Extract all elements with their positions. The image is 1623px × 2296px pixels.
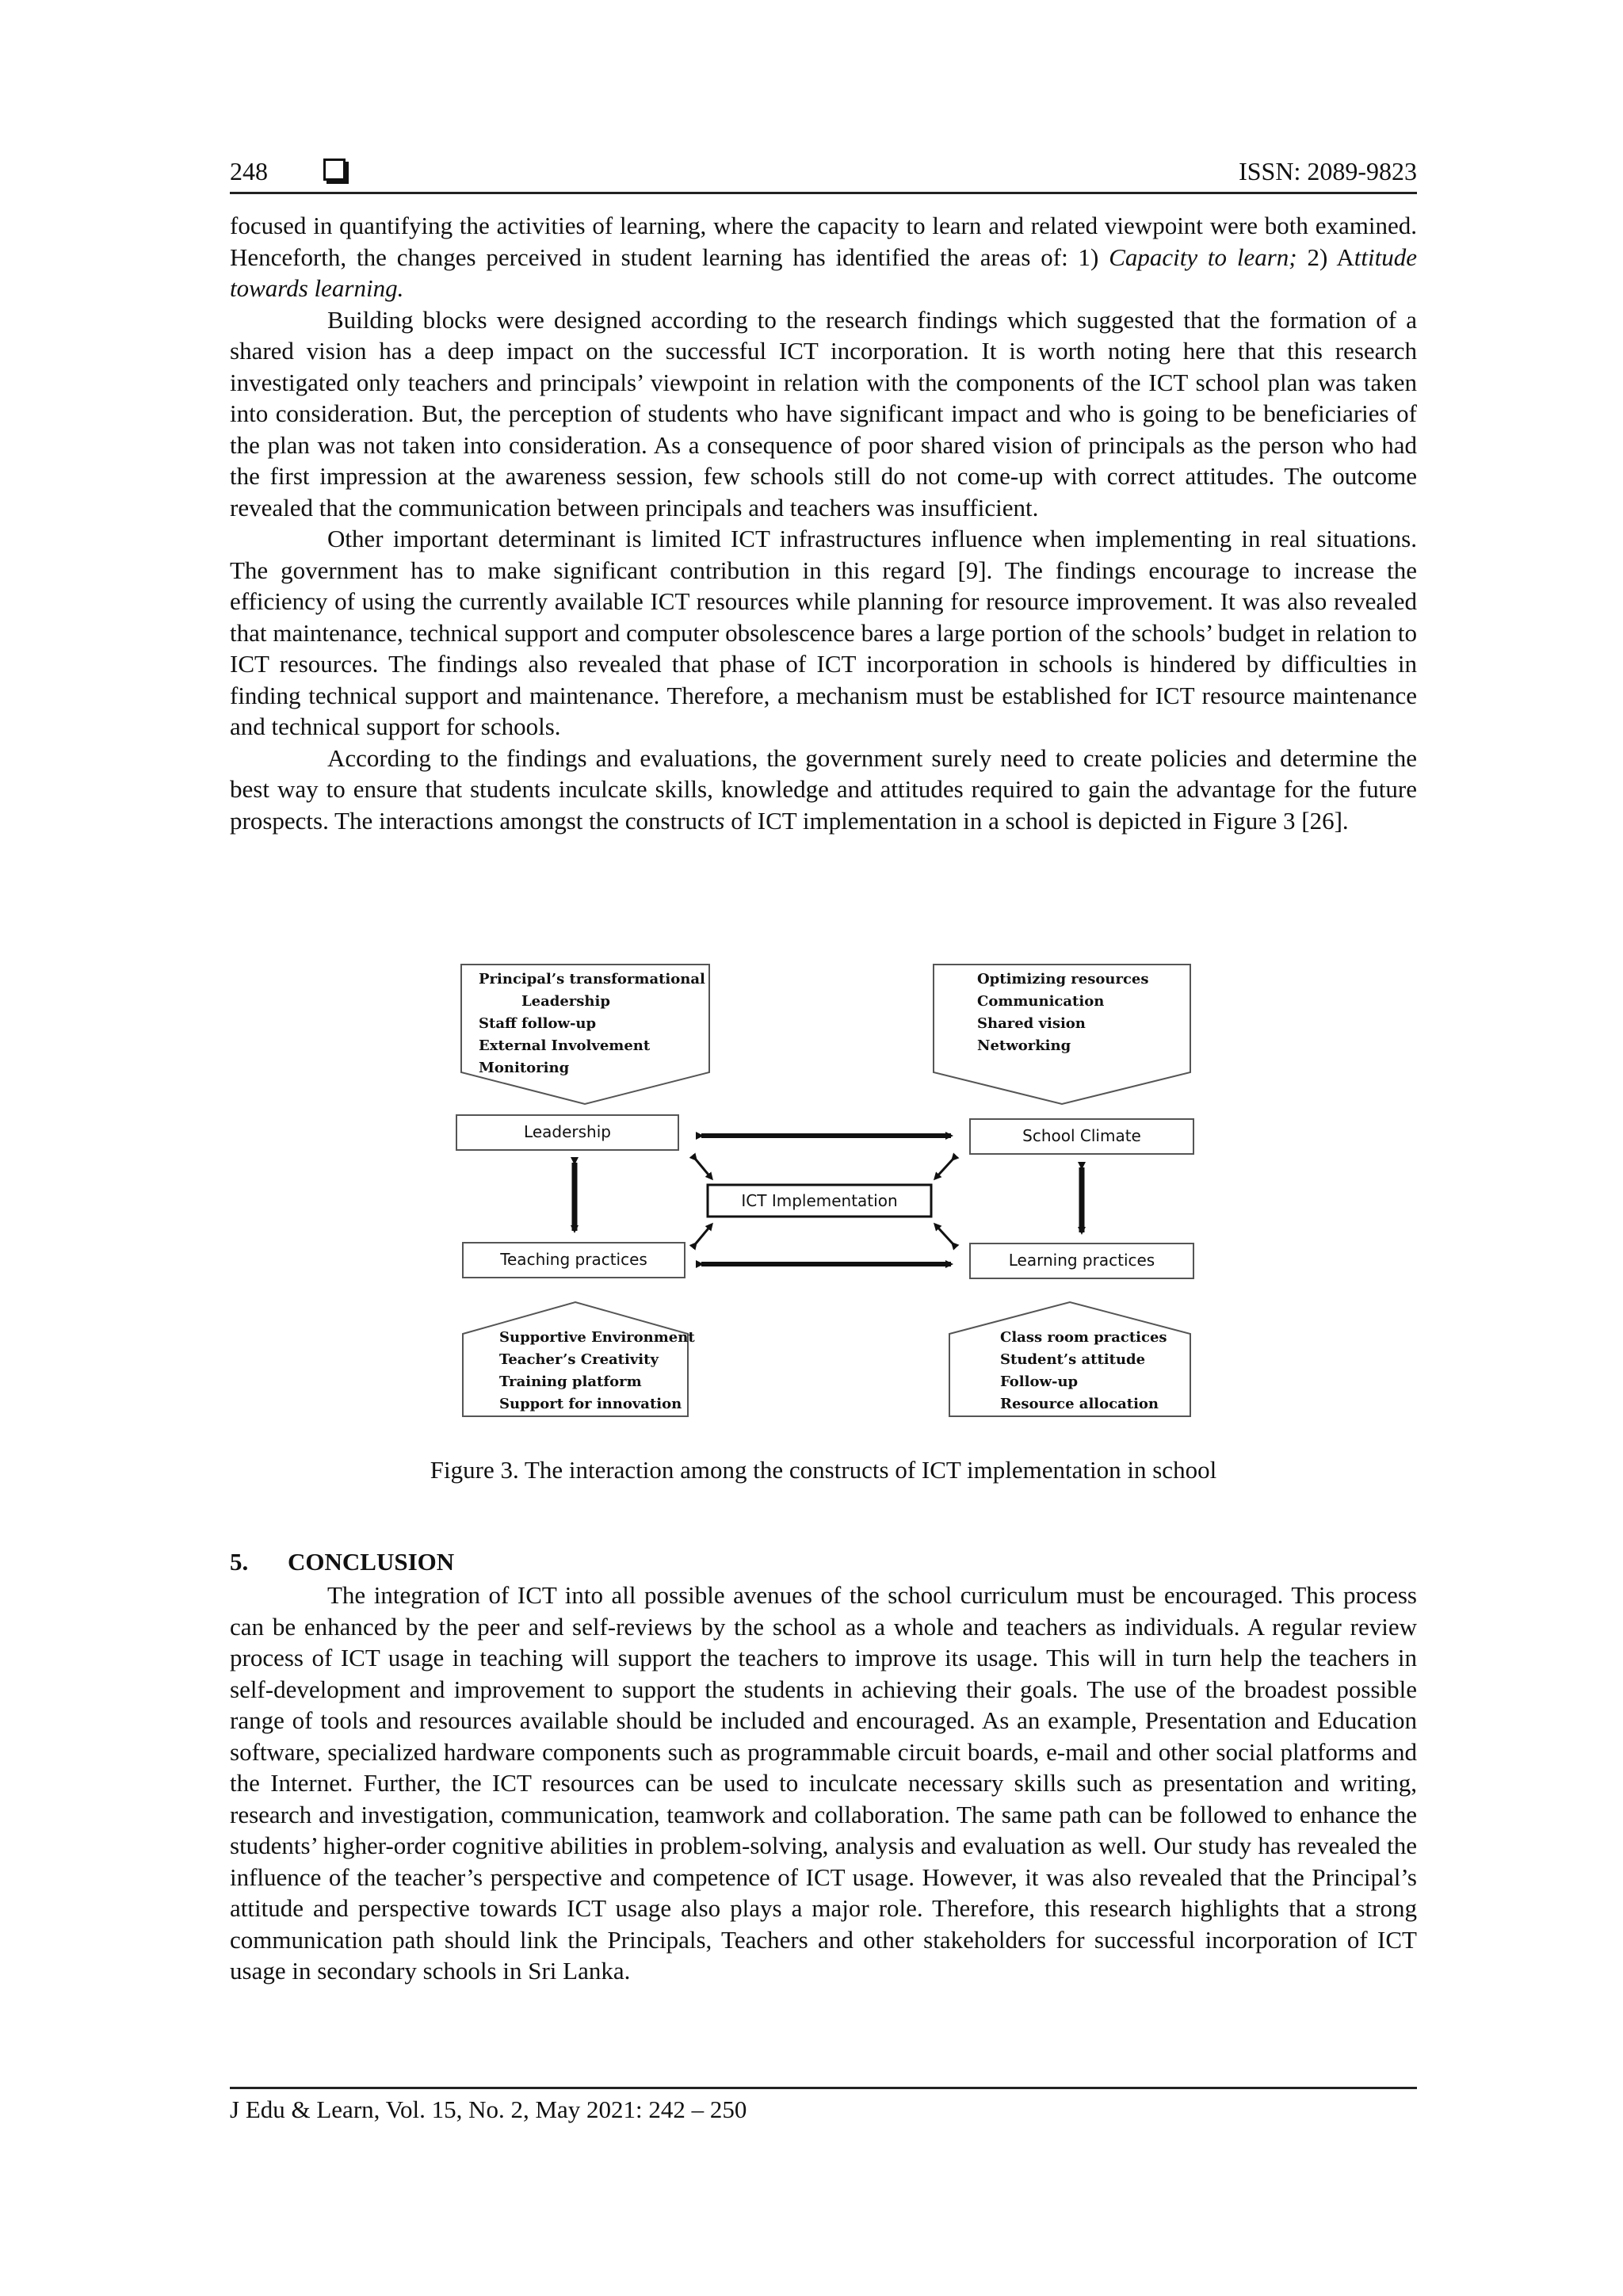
learning-factors-line-3: Follow-up <box>1000 1373 1079 1390</box>
journal-citation: J Edu & Learn, Vol. 15, No. 2, May 2021: 242 – 250 <box>230 2095 747 2123</box>
learning-factors-line-1: Class room practices <box>1000 1329 1167 1346</box>
climate-factors-line-1: Optimizing resources <box>977 971 1149 988</box>
paragraph-2: Building blocks were designed according to the research findings which suggested that the formation of a shared vision has a deep impact on the successful ICT incorporation. It is worth noting here that this research investigated only teachers and principals’ viewpoint in relation with the components of the ICT school plan was taken into consideration. But, the perception of students who have significant impact and who is going to be beneficiaries of the plan was not taken into consideration. As a consequence of poor shared vision of principals as the person who had the first impression at the awareness session, few schools still do not come-up with correct attitudes. The outcome revealed that the communication between principals and teachers was insufficient. <box>230 305 1417 521</box>
leadership-factors-line-1: Principal’s transformational <box>479 971 705 988</box>
teaching-ict-arrow <box>696 1224 712 1244</box>
figure-3-diagram <box>444 955 1205 1446</box>
teaching-factors-line-4: Support for innovation <box>499 1396 682 1412</box>
learning-practices-label: Learning practices <box>1008 1251 1155 1270</box>
leadership-factors-line-4: External Involvement <box>479 1037 651 1054</box>
section-number: 5. <box>230 1548 249 1576</box>
climate-factors-line-2: Communication <box>977 993 1105 1010</box>
leadership-factors-line-5: Monitoring <box>479 1060 570 1076</box>
paragraph-4: According to the findings and evaluations, the government surely need to create policies and determine the best way to ensure that students inculcate skills, knowledge and attitudes required to gain the advantage for the future prospects. The interactions amongst the constructs of ICT implementation in a school is depicted in Figure 3 [26]. <box>230 743 1417 835</box>
teaching-factors-line-3: Training platform <box>499 1373 642 1390</box>
climate-factors-line-3: Shared vision <box>977 1015 1086 1032</box>
page-header <box>230 155 1417 194</box>
paragraph-1: focused in quantifying the activities of learning, where the capacity to learn and related viewpoint were both examined. Henceforth, the changes perceived in student learning has identified the areas of: 1) Capacity to learn; 2) Attitude towards learning. <box>230 212 1417 302</box>
learning-ict-arrow <box>935 1224 953 1244</box>
body-text-top <box>230 210 1417 836</box>
learning-factors-line-4: Resource allocation <box>1000 1396 1159 1412</box>
page-number: 248 <box>230 157 268 185</box>
teaching-practices-label: Teaching practices <box>500 1250 647 1269</box>
paragraph-3: Other important determinant is limited ICT infrastructures influence when implementing in real situations. The government has to make significant contribution in this regard [9]. The findings encourage to increase the efficiency of using the currently available ICT resources while planning for resource improvement. It was also revealed that maintenance, technical support and computer obsolescence bares a large portion of the schools’ budget in relation to ICT resources. The findings also revealed that phase of ICT incorporation in schools is hindered by difficulties in finding technical support and maintenance. Therefore, a mechanism must be established for ICT resource maintenance and technical support for schools. <box>230 525 1417 740</box>
page-footer <box>230 2087 1417 2124</box>
climate-ict-arrow <box>935 1159 953 1179</box>
teaching-factors-line-1: Supportive Environment <box>499 1329 695 1346</box>
section-heading <box>230 1548 454 1576</box>
section-title: CONCLUSION <box>288 1548 455 1576</box>
conclusion-paragraph: The integration of ICT into all possible avenues of the school curriculum must be encouraged. This process can be enhanced by the peer and self-reviews by the school as a whole and teachers as individuals. A regular review process of ICT usage in teaching will support the teachers to improve its usage. This will in turn help the teachers in self-development and improvement to support the students in achieving their goals. The use of the broadest possible range of tools and resources available should be included and encouraged. As an example, Presentation and Education software, specialized hardware components such as programmable circuit boards, e-mail and other social platforms and the Internet. Further, the ICT resources can be used to inculcate necessary skills such as presentation and writing, research and investigation, communication, teamwork and collaboration. The same path can be followed to enhance the students’ higher-order cognitive abilities in problem-solving, analysis and evaluation as well. Our study has revealed the influence of the teacher’s perspective and competence of ICT usage. However, it was also revealed that the Principal’s attitude and perspective towards ICT usage also plays a major role. Therefore, this research highlights that a strong communication path should link the Principals, Teachers and other stakeholders for successful incorporation of ICT usage in secondary schools in Sri Lanka. <box>230 1581 1417 1985</box>
leadership-factors-line-2: Leadership <box>521 993 610 1010</box>
teaching-factors-line-2: Teacher’s Creativity <box>499 1351 659 1368</box>
learning-factors-line-2: Student’s attitude <box>1000 1351 1146 1368</box>
conclusion-body <box>230 1580 1417 1987</box>
leadership-label: Leadership <box>524 1122 611 1141</box>
checkbox-square-icon <box>323 159 346 181</box>
issn: ISSN: 2089-9823 <box>1239 157 1417 185</box>
school-climate-label: School Climate <box>1022 1126 1141 1145</box>
ict-implementation-label: ICT Implementation <box>741 1191 898 1210</box>
climate-factors-line-4: Networking <box>977 1037 1071 1054</box>
figure-caption: Figure 3. The interaction among the constructs of ICT implementation in school <box>430 1456 1217 1484</box>
leadership-factors-line-3: Staff follow-up <box>479 1015 597 1032</box>
leadership-ict-arrow <box>696 1159 712 1179</box>
